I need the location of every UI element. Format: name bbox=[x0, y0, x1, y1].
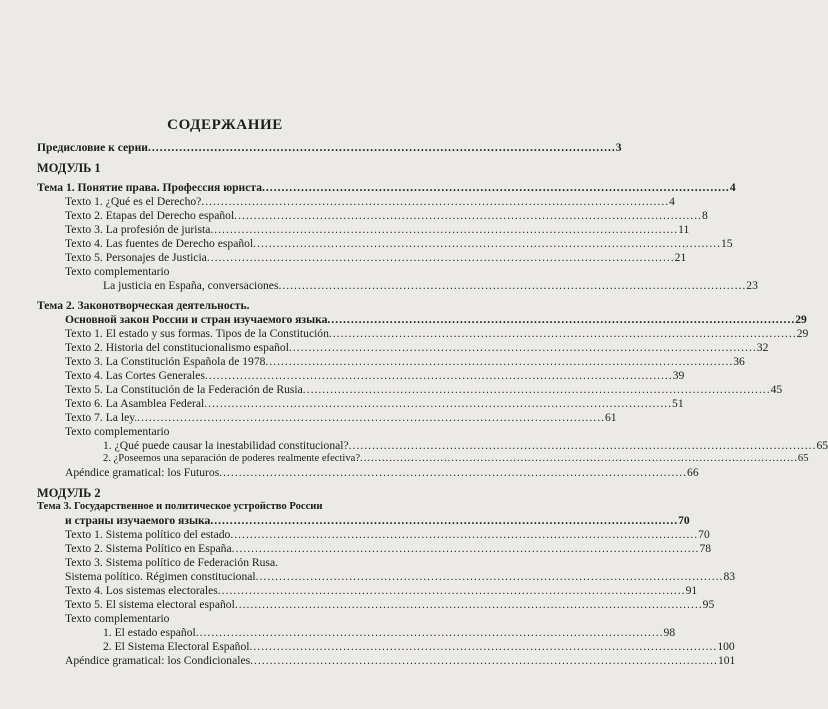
dot-leader: ........................................................................................................................ bbox=[234, 598, 703, 611]
toc-entry bbox=[65, 654, 736, 668]
page-title: СОДЕРЖАНИЕ bbox=[167, 117, 283, 133]
page-number: 32 bbox=[756, 341, 769, 354]
dot-leader: ........................................................................................................................ bbox=[360, 453, 798, 464]
toc-entry-title: Texto 1. Sistema político del estado bbox=[65, 528, 231, 541]
page-number: 101 bbox=[717, 654, 736, 667]
toc-entry-title: Texto 4. Las Cortes Generales bbox=[65, 369, 205, 382]
page-number: 29 bbox=[795, 313, 807, 326]
dot-leader: ........................................................................................................................ bbox=[137, 411, 605, 424]
dot-leader: ........................................................................................................................ bbox=[262, 181, 730, 194]
page-number: 70 bbox=[678, 514, 690, 527]
dot-leader: ........................................................................................................................ bbox=[249, 640, 718, 653]
toc-entry bbox=[65, 237, 733, 251]
toc-entry-title: Texto 1. ¿Qué es el Derecho? bbox=[65, 195, 202, 208]
toc-entry-title: Texto complementario bbox=[65, 425, 170, 438]
page-number: 65 bbox=[816, 439, 828, 452]
dot-leader: ........................................................................................................................ bbox=[210, 223, 679, 236]
toc-entry-title: Texto 5. Personajes de Justicia bbox=[65, 251, 207, 264]
page-number: 23 bbox=[746, 279, 758, 292]
toc-entry bbox=[65, 355, 745, 369]
page-number: 11 bbox=[678, 223, 690, 236]
dot-leader: ........................................................................................................................ bbox=[265, 355, 734, 368]
page-number: 36 bbox=[733, 355, 745, 368]
dot-leader: ........................................................................................................................ bbox=[255, 570, 724, 583]
toc-entry bbox=[65, 425, 429, 439]
toc-entry-title: Предисловие к серии bbox=[37, 141, 148, 154]
dot-leader bbox=[250, 299, 430, 313]
dot-leader: ........................................................................................................................ bbox=[234, 209, 702, 222]
page-number: 83 bbox=[723, 570, 736, 583]
dot-leader: ........................................................................................................................ bbox=[302, 383, 771, 396]
toc-entry bbox=[65, 542, 712, 556]
toc-entry bbox=[37, 181, 736, 195]
page-number: 65 bbox=[797, 453, 809, 464]
page-number: 98 bbox=[663, 626, 676, 639]
toc-entry bbox=[65, 265, 429, 279]
dot-leader: ........................................................................................................................ bbox=[327, 313, 796, 326]
toc-entry-title: Texto 6. La Asamblea Federal bbox=[65, 397, 205, 410]
toc-entry-title: Apéndice gramatical: los Condicionales bbox=[65, 654, 251, 667]
toc-entry bbox=[37, 500, 429, 514]
page-number: 21 bbox=[674, 251, 687, 264]
toc-entry-title: 1. ¿Qué puede causar la inestabilidad constitucional? bbox=[103, 439, 349, 452]
toc-entry bbox=[65, 397, 684, 411]
toc-entry-title: La justicia en España, conversaciones bbox=[103, 279, 279, 292]
page-number: 39 bbox=[672, 369, 685, 382]
toc-entry bbox=[65, 327, 809, 341]
toc-entry bbox=[103, 626, 676, 640]
dot-leader: ........................................................................................................................ bbox=[230, 528, 699, 541]
toc-entry-title: МОДУЛЬ 1 bbox=[37, 161, 101, 175]
dot-leader: ........................................................................................................................ bbox=[253, 237, 721, 250]
toc-entry bbox=[65, 556, 429, 570]
dot-leader bbox=[278, 556, 429, 570]
toc-entry bbox=[65, 528, 710, 542]
dot-leader bbox=[101, 161, 429, 175]
toc-entry-title: Texto 5. La Constitución de la Federación de Rusia bbox=[65, 383, 303, 396]
dot-leader bbox=[169, 265, 429, 279]
page-number: 15 bbox=[720, 237, 733, 250]
page-number: 78 bbox=[699, 542, 712, 555]
dot-leader: ........................................................................................................................ bbox=[288, 341, 757, 354]
toc-entry bbox=[65, 209, 708, 223]
page-number: 4 bbox=[729, 181, 736, 194]
toc-entry-title: Texto 3. Sistema político de Federación Rusa. bbox=[65, 556, 278, 569]
page-number: 70 bbox=[698, 528, 710, 541]
toc-entry-title: Texto 2. Sistema Político en España bbox=[65, 542, 232, 555]
page-number: 66 bbox=[687, 466, 699, 479]
toc-entry-title: Texto 4. Las fuentes de Derecho español bbox=[65, 237, 254, 250]
toc-entry-title: Texto complementario bbox=[65, 265, 170, 278]
toc-entry bbox=[65, 612, 429, 626]
toc-entry-title: 2. ¿Poseemos una separación de poderes realmente efectiva? bbox=[103, 453, 361, 464]
dot-leader: ........................................................................................................................ bbox=[204, 369, 673, 382]
page-number: 8 bbox=[701, 209, 708, 222]
toc-entry bbox=[37, 141, 622, 155]
dot-leader: ........................................................................................................................ bbox=[348, 439, 817, 452]
toc-entry bbox=[65, 383, 783, 397]
module-heading bbox=[37, 161, 429, 175]
toc-entry bbox=[103, 452, 809, 466]
page-number: 3 bbox=[615, 141, 622, 154]
toc-entry bbox=[65, 514, 690, 528]
toc-entry-title: 2. El Sistema Electoral Español bbox=[103, 640, 250, 653]
toc-entry-title: Texto 3. La Constitución Española de 1978 bbox=[65, 355, 266, 368]
toc-entry-title: Тема 1. Понятие права. Профессия юриста bbox=[37, 181, 262, 194]
dot-leader bbox=[101, 486, 429, 500]
page-number: 95 bbox=[702, 598, 715, 611]
dot-leader: ........................................................................................................................ bbox=[206, 251, 675, 264]
toc-entry-title: Texto 2. Etapas del Derecho español bbox=[65, 209, 235, 222]
page-number: 29 bbox=[796, 327, 809, 340]
toc-entry bbox=[65, 411, 617, 425]
toc-entry-title: Тема 2. Законотворческая деятельность. bbox=[37, 299, 250, 312]
toc-entry bbox=[65, 584, 698, 598]
dot-leader: ........................................................................................................................ bbox=[231, 542, 700, 555]
toc-entry bbox=[65, 251, 687, 265]
page-number: 61 bbox=[604, 411, 617, 424]
toc-entry bbox=[103, 640, 735, 654]
page-number: 100 bbox=[717, 640, 735, 653]
dot-leader: ........................................................................................................................ bbox=[147, 141, 616, 154]
toc-entry bbox=[103, 439, 828, 453]
toc-entry-title: Texto complementario bbox=[65, 612, 170, 625]
toc-entry-title: Texto 2. Historia del constitucionalismo español bbox=[65, 341, 289, 354]
toc-entry-title: Основной закон России и стран изучаемого языка bbox=[65, 313, 328, 326]
module-heading bbox=[37, 486, 429, 500]
toc-entry-title: Texto 7. La ley. bbox=[65, 411, 138, 424]
toc-entry-title: и страны изучаемого языка bbox=[65, 514, 211, 527]
dot-leader: ........................................................................................................................ bbox=[278, 279, 747, 292]
toc-entry bbox=[65, 570, 736, 584]
toc-entry bbox=[65, 195, 675, 209]
toc-entry-title: Apéndice gramatical: los Futuros bbox=[65, 466, 220, 479]
dot-leader: ........................................................................................................................ bbox=[195, 626, 664, 639]
dot-leader: ........................................................................................................................ bbox=[210, 514, 679, 527]
toc-entry-title: Texto 5. El sistema electoral español bbox=[65, 598, 235, 611]
dot-leader: ........................................................................................................................ bbox=[217, 584, 686, 597]
toc-entry bbox=[65, 598, 715, 612]
toc-entry-title: Texto 1. El estado y sus formas. Tipos de la Constitución bbox=[65, 327, 329, 340]
page-number: 51 bbox=[672, 397, 684, 410]
toc-entry-title: 1. El estado español bbox=[103, 626, 196, 639]
dot-leader: ........................................................................................................................ bbox=[250, 654, 718, 667]
page-number: 45 bbox=[770, 383, 783, 396]
toc-entry bbox=[65, 223, 690, 237]
toc-entry bbox=[65, 313, 807, 327]
toc-entry-title: Texto 4. Los sistemas electorales bbox=[65, 584, 218, 597]
dot-leader bbox=[169, 612, 429, 626]
toc-entry bbox=[65, 466, 699, 480]
toc-entry bbox=[37, 299, 429, 313]
toc-entry bbox=[65, 341, 769, 355]
dot-leader: ........................................................................................................................ bbox=[328, 327, 797, 340]
toc-entry-title: Тема 3. Государственное и политическое устройство России bbox=[37, 501, 323, 512]
dot-leader: ........................................................................................................................ bbox=[204, 397, 673, 410]
toc-entry-title: МОДУЛЬ 2 bbox=[37, 486, 101, 500]
toc-entry-title: Texto 3. La profesión de jurista bbox=[65, 223, 211, 236]
toc-entry-title: Sistema político. Régimen constitucional bbox=[65, 570, 256, 583]
dot-leader: ........................................................................................................................ bbox=[219, 466, 688, 479]
dot-leader: ........................................................................................................................ bbox=[201, 195, 670, 208]
dot-leader bbox=[322, 500, 429, 514]
dot-leader bbox=[169, 425, 429, 439]
toc-entry bbox=[103, 279, 758, 293]
page-number: 4 bbox=[669, 195, 675, 208]
page-number: 91 bbox=[685, 584, 698, 597]
toc-entry bbox=[65, 369, 685, 383]
